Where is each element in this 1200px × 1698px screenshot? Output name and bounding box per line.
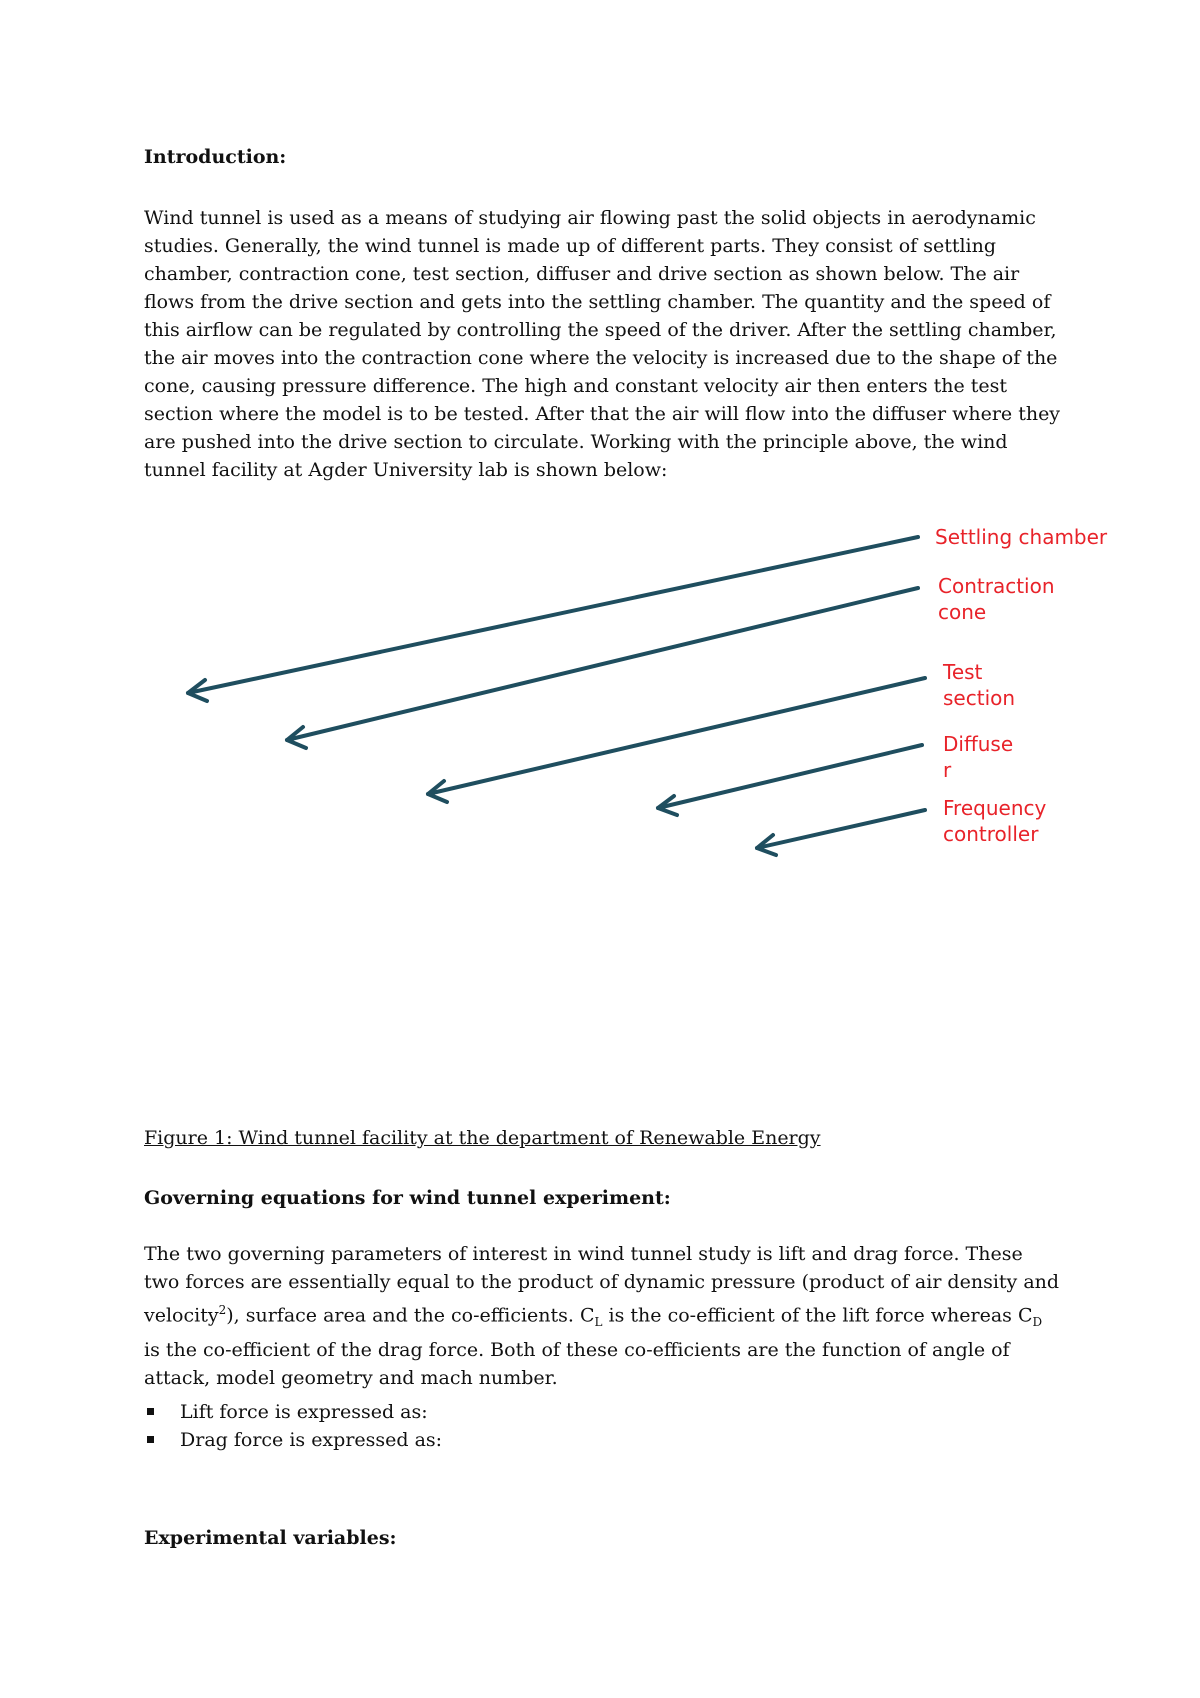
frequency-controller-label [943,795,1046,847]
wind-tunnel-figure [0,500,1200,900]
experimental-variables-heading: Experimental variables: [144,1527,397,1549]
governing-equations-heading: Governing equations for wind tunnel experiment: [144,1187,671,1209]
square-bullet-icon [147,1408,154,1415]
introduction-line: Wind tunnel is used as a means of studying air flowing past the solid objects in aerodynamic [144,207,1036,229]
text-run: ), surface area and the co-efficients. C [226,1304,595,1327]
introduction-line: chamber, contraction cone, test section, diffuser and drive section as shown below. The air [144,263,1020,285]
subscript: D [1032,1315,1043,1330]
figure-caption: Figure 1: Wind tunnel facility at the department of Renewable Energy [144,1127,821,1149]
superscript: 2 [218,1303,227,1317]
label-line: Test [943,660,983,684]
diffuser-label [943,731,1013,783]
governing-line [144,1296,1074,1336]
test-section-label [943,659,1015,711]
label-line: Frequency [943,796,1047,820]
introduction-line: flows from the drive section and gets into the settling chamber. The quantity and the speed of [144,291,1051,313]
governing-line: is the co-efficient of the drag force. Both of these co-efficients are the function of angle of [144,1339,1010,1362]
contraction-cone-arrow [287,588,918,748]
test-section-arrow [428,678,925,802]
label-line: Settling chamber [935,525,1108,549]
governing-line: attack, model geometry and mach number. [144,1367,558,1390]
label-line: cone [938,600,987,624]
list-item-text: Lift force is expressed as: [180,1401,428,1423]
introduction-paragraph [144,204,1074,484]
introduction-line: studies. Generally, the wind tunnel is made up of different parts. They consist of settling [144,235,997,257]
label-line: Diffuse [943,732,1014,756]
introduction-line: cone, causing pressure difference. The high and constant velocity air then enters the test [144,375,1008,397]
introduction-line: section where the model is to be tested. After that the air will flow into the diffuser where they [144,403,1061,425]
list-item-text: Drag force is expressed as: [180,1429,443,1451]
introduction-line: the air moves into the contraction cone where the velocity is increased due to the shape of the [144,347,1058,369]
governing-line: The two governing parameters of interest in wind tunnel study is lift and drag force. These [144,1243,1023,1265]
introduction-heading: Introduction: [144,146,287,168]
introduction-line: this airflow can be regulated by controlling the speed of the driver. After the settling chamber, [144,319,1057,341]
label-line: Contraction [938,574,1055,598]
introduction-line: are pushed into the drive section to circulate. Working with the principle above, the wind [144,431,1008,453]
subscript: L [594,1315,603,1330]
square-bullet-icon [147,1436,154,1443]
list-item [144,1398,442,1426]
force-expression-list [144,1398,442,1454]
settling-chamber-label [935,524,1107,550]
frequency-controller-arrow [757,810,925,855]
label-line: r [943,758,952,782]
text-run: velocity [144,1304,219,1327]
diffuser-arrow [658,745,922,815]
governing-paragraph [144,1240,1074,1392]
governing-line: two forces are essentially equal to the product of dynamic pressure (product of air density and [144,1271,1060,1293]
text-run: is the co-efficient of the lift force whereas C [602,1304,1033,1327]
label-line: section [943,686,1016,710]
list-item [144,1426,442,1454]
contraction-cone-label [938,573,1055,625]
introduction-line: tunnel facility at Agder University lab is shown below: [144,459,668,481]
label-line: controller [943,822,1039,846]
